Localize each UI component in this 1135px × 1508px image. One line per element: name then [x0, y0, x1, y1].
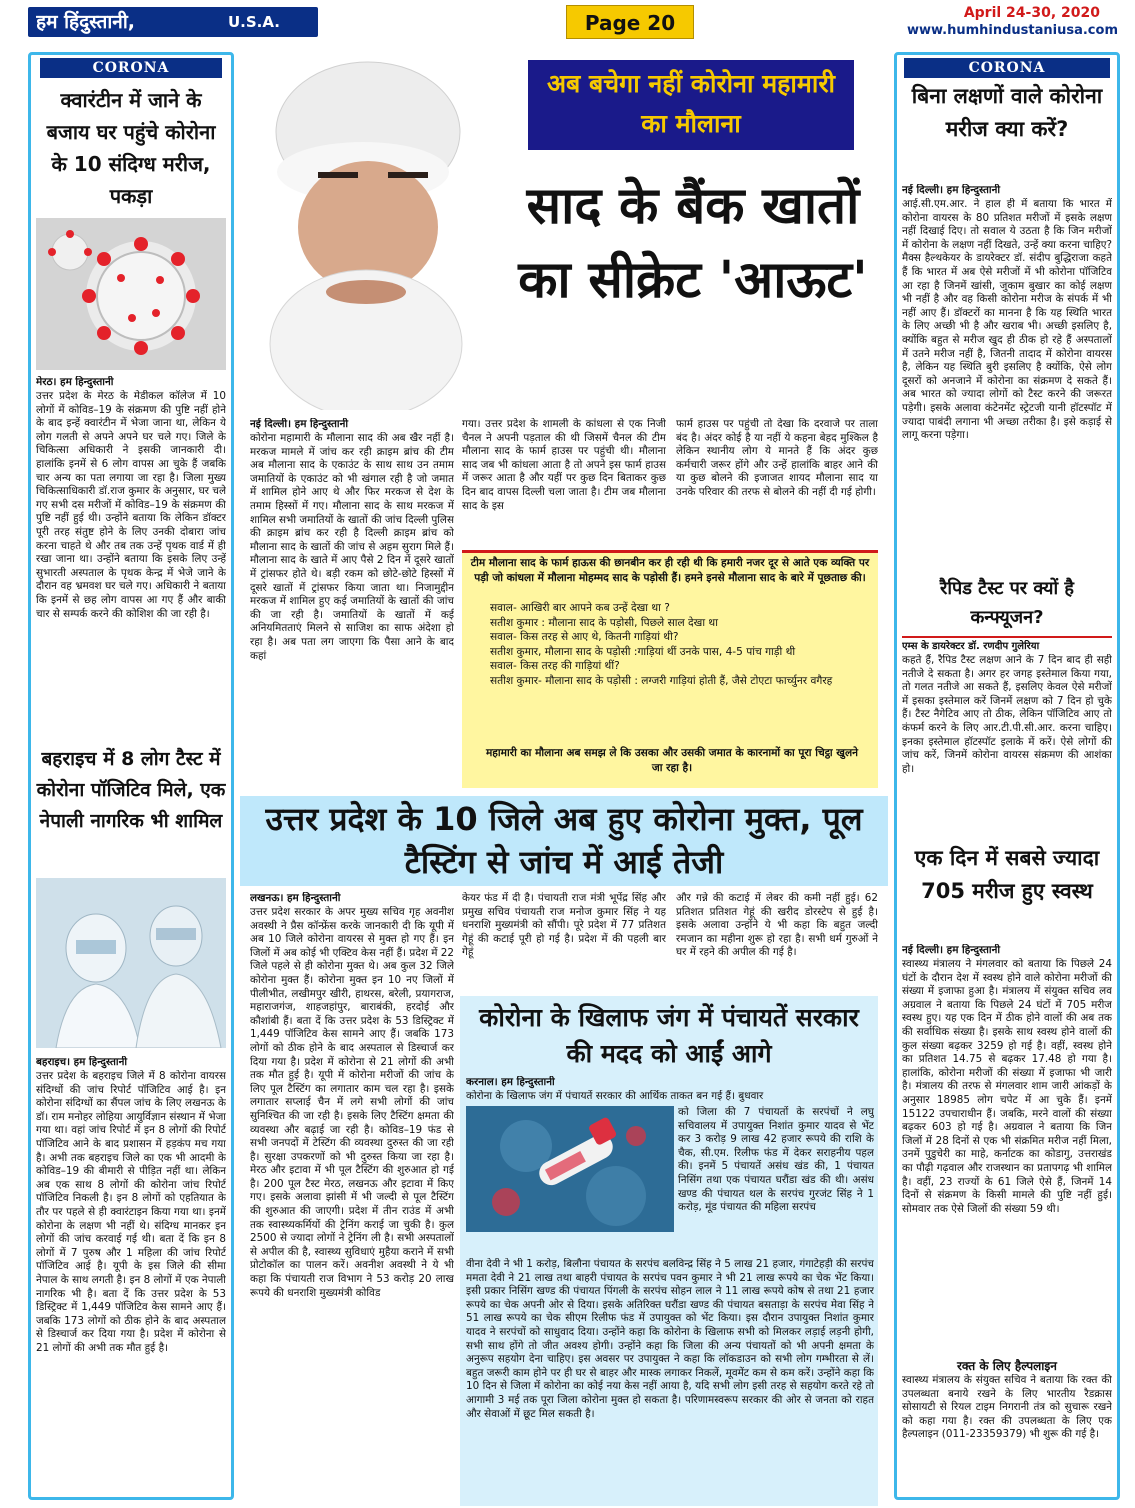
panchayat-side-text: को जिला की 7 पंचायतों के सरपंचों ने लघु सचिवालय में उपायुक्त निशांत कुमार यादव से भेंट कर 3 करोड़ 9 लाख 42 हजार रूपये की राशि के चैक, सी.एम. रिलीफ फंड में देकर सराहनीय पहल की। इनमें 5 पंचायतें असंध खंड की, 1 पंचायत निसिंग तथा एक पंचायत घरौंडा खंड की थी। असंध खण्ड की पंचायत थल के सरपंच गुरजंट सिंह ने 1 करोड़, मूंड पंचायत की महिला सरपंच — [678, 1106, 874, 1214]
helpline-subhead: रक्त के लिए हैल्पलाइन — [957, 1359, 1057, 1373]
brand-banner — [28, 7, 318, 37]
panchayat-body: वीना देवी ने भी 1 करोड़, बिलौना पंचायत के सरपंच बलविन्द्र सिंह ने 5 लाख 21 हजार, गंगाटेहड़ी की सरपंच ममता देवी ने 21 लाख तथा बाहरी पंचायत के सरपंच पवन कुमार ने भी 21 लाख रूपये का चेक भेंट किया। इसी प्रकार निसिंग खण्ड की पंचायत पिंगली के सरपंच सोहन लाल ने 11 लाख रूपये कोष से तथा 21 हजार रूपये का चेक अपनी ओर से दिया। इसके अतिरिक्त घरौंडा खण्ड की पंचायत बसताड़ा के सरपंच मेवा सिंह ने 51 लाख रूपये का चेक सीएम रिलीफ फंड में उपायुक्त को भेंट किया। इस दौरान उपायुक्त निशांत कुमार यादव ने सरपंचों को साधुवाद दिया। उन्होंने कहा कि कोरोना के खिलाफ सभी को मिलकर लड़ाई लड़नी होगी, सभी साथ होंगे तो जीत अवश्य होगी। उन्होंने कहा कि जिला की अन्य पंचायतों को भी अपनी क्षमता के अनुरूप सहयोग देना चाहिए। इस अवसर पर उपायुक्त ने कहा कि लॉकडाउन को सभी लोग गम्भीरता से लें। बहुत जरूरी काम होने पर ही घर से बाहर और मास्क लगाकर निकलें, मूवमेंट कम से कम करें। उन्होंने कहा कि 10 दिन से जिला में कोरोना का कोई नया केस नहीं आया है, यदि सभी लोग इसी तरह से सहयोग करते रहे तो आगामी 3 मई तक पूरा जिला कोरोना मुक्त हो सकता है। परिणामस्वरूप सरकार की ओर से जनता को राहत और सेवाओं में छूट मिल सकती है। — [466, 1258, 874, 1420]
left-story2-headline: बहराइच में 8 लोग टैस्ट में कोरोना पॉजिटिव मिले, एक नेपाली नागरिक भी शामिल — [36, 748, 226, 832]
lead-col3: फार्म हाउस पर पहुंची तो देखा कि दरवाजे पर ताला बंद है। अंदर कोई है या नहीं ये कहना बेहद मुश्किल है लेकिन स्थानीय लोग ये मानते हैं कि अंदर कुछ कर्मचारी जरूर होंगे और उन्हें हालांकि बाहर आने की या कुछ बोलने की इजाजत शायद मौलाना साद या उनके परिवार की तरफ से बोलने की नहीं दी गई होगी। — [676, 418, 878, 498]
right-story1-dateline: नई दिल्ली। हम हिन्दुस्तानी — [902, 184, 1001, 196]
right-story3-body: स्वास्थ्य मंत्रालय ने मंगलवार को बताया कि पिछले 24 घंटों के दौरान देश में स्वस्थ होने वाले कोरोना मरीजों की संख्या में इजाफा हुआ है। मंत्रालय में संयुक्त सचिव लव अग्रवाल ने बताया कि पिछले 24 घंटों में 705 मरीज स्वस्थ हुए। यह एक दिन में ठीक होने वालों की अब तक की सर्वाधिक संख्या है। इसके साथ स्वस्थ होने वालों की कुल संख्या बढ़कर 3259 हो गई है। वहीं, स्वस्थ होने का प्रतिशत 14.75 से बढ़कर 17.48 हो गया है। हालांकि, कोरोना मरीजों की संख्या में इजाफा भी जारी है। मंत्रालय की तरफ से मंगलवार शाम जारी आंकड़ों के अनुसार 18985 लोग चपेट में आ चुके हैं। इनमें 15122 उपचाराधीन हैं। जबकि, मरने वालों की संख्या बढ़कर 603 हो गई है। अग्रवाल ने बताया कि जिन जिलों में 28 दिनों से एक भी संक्रमित मरीज नहीं मिला, उनमें पुडुचेरी का माहे, कर्नाटक का कोडागु, उत्तराखंड का पौढ़ी गढ़वाल और राजस्थान का प्रतापगढ़ भी शामिल है। वहीं, 23 राज्यों के 61 जिले ऐसे हैं, जिनमें 14 दिनों से संक्रमण के किसी मामले की पुष्टि नहीं हुई। सोमवार तक ऐसे जिलों की संख्या 59 थी। — [902, 958, 1112, 1215]
right-story2-headline: रैपिड टैस्ट पर क्यों है कन्फ्यूजन? — [940, 578, 1074, 628]
brand-country: U.S.A. — [228, 13, 280, 31]
test-tube-illustration — [466, 1106, 674, 1232]
left-story1-dateline: मेरठ। हम हिन्दुस्तानी — [36, 376, 114, 388]
qa-line: सतीश कुमार : मौलाना साद के पड़ोसी, पिछले साल देखा था — [490, 616, 718, 629]
panchayat-headline: कोरोना के खिलाफ जंग में पंचायतें सरकार की मदद को आईं आगे — [479, 1003, 859, 1068]
left-story2-dateline: बहराइच। हम हिन्दुस्तानी — [36, 1056, 128, 1068]
up-story-dateline: लखनऊ। हम हिन्दुस्तानी — [250, 892, 341, 904]
qa-lines — [470, 601, 870, 731]
masthead — [0, 0, 1135, 44]
up-story-col1: उत्तर प्रदेश सरकार के अपर मुख्य सचिव गृह अवनीश अवस्थी ने प्रैस कॉन्फ्रेंस करके जानकारी दी कि यूपी में अब 10 जिले कोरोना वायरस से मुक्त हो गए हैं। इन जिलों में अब कोई भी एक्टिव केस नहीं हैं। प्रदेश में 22 जिले पहले से ही कोरोना मुक्त थे। अब कुल 32 जिले कोरोना मुक्त हैं। कोरोना मुक्त इन 10 नए जिलों में पीलीभीत, लखीमपुर खीरी, हाथरस, बरेली, प्रयागराज, महाराजगंज, शाहजहांपुर, बाराबंकी, हरदोई और कौशांबी हैं। बता दें कि उत्तर प्रदेश के 53 डिस्ट्रिक्ट में 1,449 पॉजिटिव केस सामने आए हैं। जबकि 173 लोगों को ठीक होने के बाद अस्पताल से डिस्चार्ज कर दिया गया है। प्रदेश में कोरोना से 21 लोगों की अभी तक मौत हुई है। यूपी में कोरोना मरीजों की जांच के लिए पूल टैस्टिंग का लगातार काम चल रहा है। इसके लगातार सप्लाई चैन में लगे सभी लोगों की जांच सुनिश्चित की जा रही है। इसके लिए टैस्टिंग क्षमता की व्यवस्था और बढ़ाई जा रही है। कोविड–19 फंड से सभी जनपदों में टेस्टिंग की व्यवस्था दुरुस्त की जा रही है। सुरक्षा उपकरणों को भी दुरुस्त किया जा रहा है। मेरठ और इटावा में भी पूल टैस्टिंग की शुरुआत हो गई है। 200 पूल टैस्ट मेरठ, लखनऊ और इटावा में किए गए। इसके अलावा झांसी में भी जल्दी से पूल टैस्टिंग की शुरुआत की जाएगी। प्रदेश में तीन राउंड में अभी तक स्वास्थ्यकर्मियों की ट्रेनिंग कराई जा चुकी है। कुल 2500 से ज्यादा लोगों ने ट्रेनिंग ली है। सभी अस्पतालों से अपील की है, स्वास्थ्य सुविधाएं मुहैया कराने में सभी प्रोटोकॉल का पालन करें। अवनीश अवस्थी ने ये भी कहा कि पंचायती राज विभाग ने 53 करोड़ 20 लाख रूपये की धनराशि मुख्यमंत्री कोविड — [250, 906, 454, 1299]
qa-outro: महामारी का मौलाना अब समझ ले कि उसका और उसकी जमात के कारनामों का पूरा चिट्ठा खुलने जा रहा है। — [485, 747, 859, 774]
up-story-headline: उत्तर प्रदेश के 10 जिले अब हुए कोरोना मुक्त, पूल टैस्टिंग से जांच में आई तेजी — [265, 800, 863, 881]
page-number: Page 20 — [584, 11, 676, 35]
lead-dateline: नई दिल्ली। हम हिन्दुस्तानी — [250, 418, 349, 430]
test-tube-image — [466, 1106, 674, 1232]
right-story2-rule — [902, 636, 1112, 638]
qa-intro: टीम मौलाना साद के फार्म हाऊस की छानबीन कर ही रही थी कि हमारी नजर दूर से आते एक व्यक्ति पर पड़ी जो कांधला में मौलाना मोहम्मद साद के पड़ोसी हैं। हमने इनसे मौलाना साद के बारे में पूछताछ की। — [470, 557, 870, 584]
left-story2-body: उत्तर प्रदेश के बहराइच जिले में 8 कोरोना वायरस संदिग्धों की जांच रिपोर्ट पॉजिटिव आई है। इन कोरोना संदिग्धों का सैंपल जांच के लिए लखनऊ के डॉ। राम मनोहर लोहिया आयुर्विज्ञान संस्थान में भेजा गया था। वहां जांच रिपोर्ट में इन 8 लोगों की रिपोर्ट पॉजिटिव आने के बाद प्रशासन में हड़कंप मच गया है। अभी तक बहराइच जिले का एक भी आदमी के कोविड–19 की बीमारी से पीड़ित नहीं था। लेकिन अब एक साथ 8 लोगों की कोरोना जांच रिपोर्ट पॉजिटिव निकली है। इन 8 लोगों को एहतियात के तौर पर पहले से ही क्वारंटाइन किया गया था। इनमें कोरोना के लक्षण भी नहीं थे। संदिग्ध मानकर इन लोगों की जांच करवाई गई थी। बता दें कि इन 8 लोगों में 7 पुरुष और 1 महिला की जांच रिपोर्ट पॉजिटिव आई है। यूपी के इस जिले की सीमा नेपाल के साथ लगती है। इन 8 लोगों में एक नेपाली नागरिक भी है। बता दें कि उत्तर प्रदेश के 53 डिस्ट्रिक्ट में 1,449 पॉजिटिव केस सामने आए हैं। जबकि 173 लोगों को ठीक होने के बाद अस्पताल से डिस्चार्ज कर दिया गया है। प्रदेश में कोरोना से 21 लोगों की अभी तक मौत हुई है। — [36, 1070, 226, 1354]
issue-date: April 24-30, 2020 — [963, 5, 1100, 21]
qa-line: सवाल- किस तरह से आए थे, कितनी गाड़ियां थी? — [490, 631, 679, 643]
lead-headline: साद के बैंक खातों का सीक्रेट 'आऊट' — [518, 177, 868, 310]
panchayat-dateline: करनाल। हम हिन्दुस्तानी — [466, 1076, 555, 1088]
medical-workers-image — [36, 878, 226, 1048]
lead-story-banner — [248, 52, 878, 410]
left-story1-headline: क्वारंटीन में जाने के बजाय घर पहुंचे कोरोना के 10 संदिग्ध मरीज, पकड़ा — [46, 88, 216, 208]
right-story1-headline: बिना लक्षणों वाले कोरोना मरीज क्या करें? — [911, 84, 1103, 141]
website[interactable]: www.humhindustaniusa.com — [906, 23, 1118, 38]
coronavirus-illustration — [36, 218, 226, 370]
qa-box-top-rule — [462, 550, 878, 553]
lead-col2: गया। उत्तर प्रदेश के शामली के कांधला से एक निजी चैनल ने अपनी पड़ताल की थी जिसमें चैनल की टीम मौलाना साद के फार्म हाउस पर पहुंची थी। मौलाना साद जब भी कांधला आता है तो अपने इस फार्म हाउस में जरूर आता है और यहीं पर कुछ दिन बिताकर कुछ दिन बाद वापस दिल्ली चला जाता है। टीम जब मौलाना साद के इस — [462, 418, 666, 512]
qa-line: सतीश कुमार- मौलाना साद के पड़ोसी : लग्जरी गाड़ियां होती हैं, जैसे टोएटा फार्च्युनर वगैरह — [490, 674, 833, 687]
qa-line: सवाल- आखिरी बार आपने कब उन्हें देखा था ? — [490, 602, 670, 614]
right-story3-headline: एक दिन में सबसे ज्यादा 705 मरीज हुए स्वस्थ — [914, 846, 1100, 903]
right-story2-body: कहते हैं, रैपिड टैस्ट लक्षण आने के 7 दिन बाद ही सही नतीजे दे सकता है। अगर हर जगह इस्तेमाल किया गया, तो गलत नतीजे आ सकते हैं, इसलिए केवल ऐसे मरीजों में इसका इस्तेमाल करें जिनमें लक्षण को 7 दिन हो चुके हैं। टैस्ट नैगेटिव आए तो ठीक, लेकिन पॉजिटिव आए तो कंफर्म करने के लिए आर.टी.पी.सी.आर. करना चाहिए। इनका इस्तेमाल हॉटस्पॉट इलाके में करें। ऐसे लोगों की जांच करें, जिनमें कोरोना वायरस संक्रमण की आशंका हो। — [902, 654, 1112, 775]
panchayat-lead: कोरोना के खिलाफ जंग में पंचायतें सरकार की आर्थिक ताकत बन गई हैं। बुधवार — [466, 1090, 764, 1102]
brand-name: हम हिंदुस्तानी, — [36, 11, 135, 33]
right-story2-source: एम्स के डायरेक्टर डॉ. रणदीप गुलेरिया — [902, 641, 1040, 652]
qa-line: सवाल- किस तरह की गाड़ियां थीं? — [490, 660, 620, 672]
page-number-tab — [566, 5, 694, 39]
lead-col1: कोरोना महामारी के मौलाना साद की अब खैर नहीं है। मरकज मामले में जांच कर रही क्राइम ब्रांच की टीम अब मौलाना साद के एकाउंट के साथ साथ उन तमाम जमातियों के एकाउंट को भी खंगाल रही है जो जमात में शामिल होने आए थे और फिर मरकज से देश के तमाम हिस्सों में गए। मौलाना साद के साथ मरकज में शामिल सभी जमातियों के खातों की जांच दिल्ली पुलिस की क्राइम ब्रांच कर रही है दिल्ली क्राइम ब्रांच को मौलाना साद के खातों की जांच से अहम सुराग मिले हैं। मौलाना साद के खाते में आए पैसे 2 दिन में दूसरे खातों में ट्रांसफर होते थे। बड़ी रकम को छोटे-छोटे हिस्सों में दूसरे खातों में ट्रांसफर किया जाता था। निजामुद्दीन मरकज में शामिल हुए कई जमातियों के खातों की जांच की जा रही है। जमातियों के खातों में कई अनियमितताएं मिलने से साजिश का साफ अंदेशा हो रहा है। अब पता लग जाएगा कि पैसा आने के बाद कहां — [250, 432, 454, 662]
left-story1-body: उत्तर प्रदेश के मेरठ के मेडीकल कॉलेज में 10 लोगों में कोविड–19 के संक्रमण की पुष्टि नहीं होने के बाद इन्हें क्वारंटीन में भेजा जाना था, लेकिन ये लोग गलती से अपने अपने घर चले गए। जिले के चिकित्सा अधिकारी ने इसकी जानकारी दी। हालांकि इनमें से 6 लोग वापस आ चुके हैं जबकि चार अन्य का पता लगाया जा रहा है। जिला मुख्य चिकित्साधिकारी डॉ.राज कुमार के अनुसार, घर चले गए सभी दस मरीजों में कोविड–19 के संक्रमण की पुष्टि नहीं हुई थी। उन्होंने बताया कि लेकिन डॉक्टर पूरी तरह संतुष्ट होने के लिए उनकी दोबारा जांच करना चाहते थे और तब तक उन्हें पृथक वार्ड में ही रखा जाना था। उन्होंने बताया कि इसके लिए उन्हें सुभारती अस्पताल के पृथक केन्द्र में भेजे जाने के दौरान वह भ्रमवश घर चले गए। अधिकारी ने बताया कि इनमें से छह लोग वापस आ गए हैं और बाकी चार से सम्पर्क करने की कोशिश की जा रही है। — [36, 390, 226, 620]
lead-kicker: अब बचेगा नहीं कोरोना महामारी का मौलाना — [546, 69, 836, 138]
qa-line: सतीश कुमार, मौलाना साद के पड़ोसी :गाड़ियां थीं उनके पास, 4-5 पांच गाड़ी थी — [490, 645, 796, 658]
right-story3-dateline: नई दिल्ली। हम हिन्दुस्तानी — [902, 944, 1001, 956]
virus-image — [36, 218, 226, 370]
right-story1-body: आई.सी.एम.आर. ने हाल ही में बताया कि भारत में कोरोना वायरस के 80 प्रतिशत मरीजों में इसके लक्षण नहीं दिखाई दिए। तो सवाल ये उठता है कि जिन मरीजों में कोरोना के लक्षण नहीं दिखते, उन्हें क्या करना चाहिए? मैक्स हैल्थकेयर के डायरेक्टर डॉ. संदीप बुद्धिराजा कहते हैं कि भारत में अब ऐसे मरीजों में भी कोरोना पॉजिटिव आ रहा है जिनमें खांसी, जुकाम बुखार का कोई लक्षण भी नहीं है और वह किसी कोरोना मरीज के संपर्क में भी नहीं आए हैं। डॉक्टरों का मानना है कि यह स्थिति भारत के लिए अच्छी भी है और खराब भी। अच्छी इसलिए है, क्योंकि बहुत से मरीज खुद ही ठीक हो रहे हैं अस्पतालों में उतने मरीज नहीं है, जितनी तादाद में कोरोना वायरस है, लेकिन यह स्थिति बुरी इसलिए है क्योंकि, ऐसे लोग दूसरों को अनजाने में कोरोना का संक्रमण दे सकते हैं। अब भारत को ज्यादा लोगों को टैस्ट करने की जरूरत पड़ेगी। इसके अलावा कंटेनमेंट स्ट्रेटजी यानी हॉटस्पॉट में ज्यादा पाबंदी लगाना भी अच्छा तरीका है। इसे कड़ाई से लागू करना पड़ेगा। — [902, 198, 1112, 442]
ppe-workers-illustration — [36, 878, 226, 1048]
up-story-col3: और गन्ने की कटाई में लेबर की कमी नहीं हुई। 62 प्रतिशत प्रतिशत गेहूं की खरीद डोरस्टेप से हुई है। इसके अलावा उन्होंने ये भी कहा कि बहुत जल्दी रमजान का महीना शुरू हो रहा है। सभी धर्म गुरुओं ने घर में रहने की अपील की गई है। — [676, 892, 878, 959]
left-kicker: CORONA — [40, 58, 222, 78]
up-story-col2: केयर फंड में दी है। पंचायती राज मंत्री भूपेंद्र सिंह और प्रमुख सचिव पंचायती राज मनोज कुमार सिंह ने यह धनराशि मुख्यमंत्री को सौंपी। पूरे प्रदेश में 77 प्रतिशत गेहूं की कटाई पूरी हो गई है। प्रदेश में की पहली बार गेहूं — [462, 892, 666, 959]
helpline-body: स्वास्थ्य मंत्रालय के संयुक्त सचिव ने बताया कि रक्त की उपलब्धता बनाये रखने के लिए भारतीय रैडक्रास सोसायटी से रियल टाइम निगरानी तंत्र को सुचारू रखने को कहा गया है। रक्त की उपलब्धता के लिए एक हैल्पलाइन (011-23359379) भी शुरू की गई है। — [902, 1374, 1112, 1441]
right-kicker: CORONA — [904, 58, 1110, 78]
